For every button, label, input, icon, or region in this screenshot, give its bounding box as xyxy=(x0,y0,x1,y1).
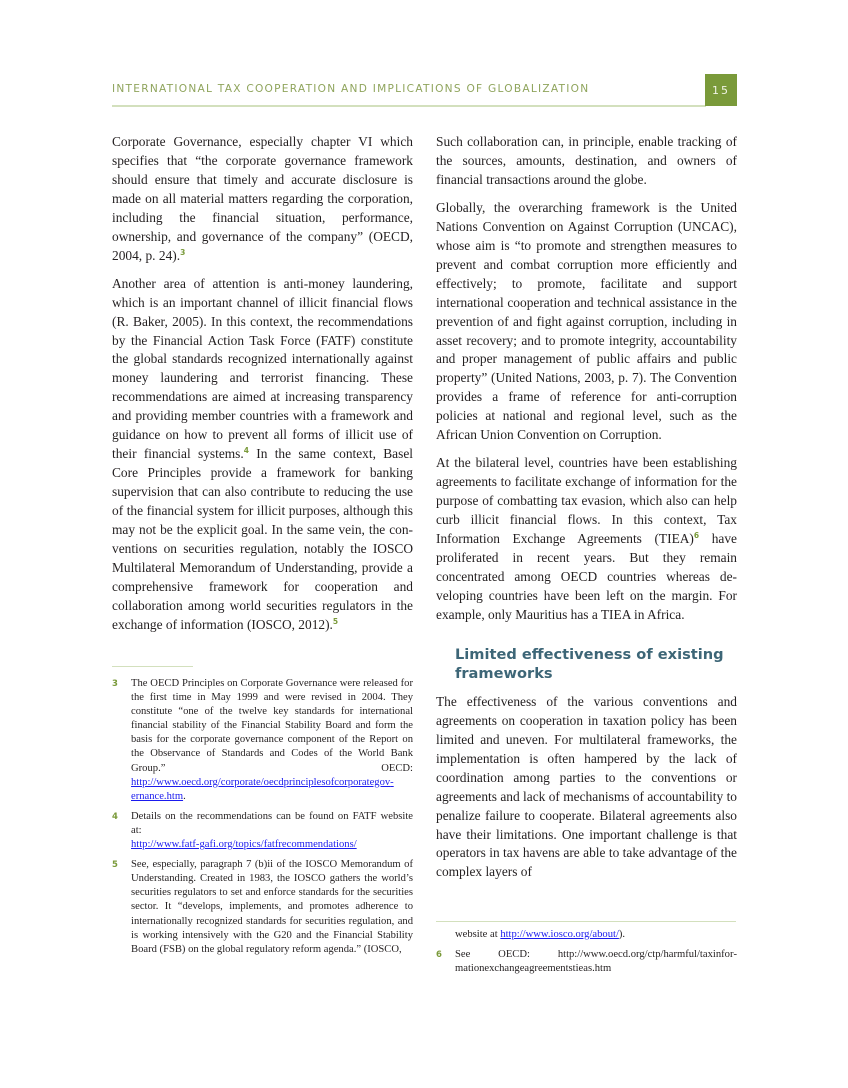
footnote-4 xyxy=(112,810,413,852)
fatf-recommendations-link[interactable]: http://www.fatf-gafi.org/topics/fatfrecommendations/ xyxy=(131,839,357,851)
footnote-divider-left xyxy=(112,666,193,667)
paragraph-text: Another area of attention is anti-money laundering, which is an important channel of illicit financial flows (R. Baker, 2005). In this context, the recommendations by the Financial Action Task Force (FATF) constitute the global standards recognized internationally against money laundering and terrorist financing. These recommendations are aimed at increasing transparency and providing member countries with a framework and guidance on how to prevent all forms of illicit use of their financial systems. xyxy=(112,275,413,462)
page-number-badge: 15 xyxy=(705,74,737,106)
footnote-3 xyxy=(112,677,413,804)
footnotes-right xyxy=(436,928,737,982)
footnote-ref-4[interactable]: 4 xyxy=(243,446,249,456)
section-heading: Limited effectiveness of existing frameworks xyxy=(455,645,724,682)
right-column xyxy=(436,133,737,891)
paragraph-collaboration: Such collaboration can, in principle, enable tracking of the sources, amounts, destination, and owners of financial transactions around the globe. xyxy=(436,134,737,187)
paragraph-bilateral xyxy=(436,454,737,625)
paragraph-uncac: Globally, the overarching framework is the United Nations Convention on Against Corruption (UNCAC), whose aim is “to promote and strengthen measures to prevent and combat corruption more efficiently and effectively; to promote, facilitate and support international cooperation and technical assistance in the prevention of and fight against corruption, including in asset recovery; and to promote integrity, accountability and proper management of public affairs and public property” (United Nations, 2003, p. 7). The Convention provides a frame of reference for anti-corruption policies at national and regional level, such as the African Union Convention on Corruption. xyxy=(436,199,737,443)
footnote-number: 3 xyxy=(112,679,118,689)
footnote-5 xyxy=(112,858,413,957)
paragraph-anti-money-laundering xyxy=(112,275,413,635)
running-header-title: INTERNATIONAL TAX COOPERATION AND IMPLICATIONS OF GLOBALIZATION xyxy=(112,83,590,95)
footnote-text: See, especially, paragraph 7 (b)ii of the IOSCO Memorandum of Understanding. Created in 1983, the IOSCO gathers the world’s securities regulators to set and enforce standards for the securities sector. It “develops, implements, and promotes adherence to internationally recognized standards for securities regulation, and is working intensively with the G20 and the Financial Stability Board (FSB) on the global regulatory reform agenda.” (IOSCO, xyxy=(131,859,413,955)
paragraph-text: At the bilateral level, countries have been establishing agreements to facilitate exchange of information for the purpose of combatting tax evasion, which also can help curb illicit financial flows. In this context, Tax Information Exchange Agreements (TIEA) xyxy=(436,455,737,547)
left-column xyxy=(112,133,413,644)
footnote-text: The OECD Principles on Corporate Governance were released for the first time in May 1999 and were revised in 2004. They constitute “one of the twelve key standards for international financial stability of the Financial Stability Board and form the basis for the corporate governance component of the Report on the Observance of Standards and Codes of the World Bank Group.” OECD: xyxy=(131,678,413,774)
footnote-text-end: . xyxy=(183,790,186,802)
footnote-text: Details on the recommendations can be found on FATF website at: xyxy=(131,810,413,836)
iosco-about-link[interactable]: http://www.iosco.org/about/ xyxy=(500,929,619,940)
paragraph-text: Corporate Governance, especially chapter VI which specifies that “the corporate governance framework should ensure that timely and accurate disclosure is made on all material matters regarding the corporation, including the financial situation, performance, ownership, and governance of the company” (OECD, 2004, p. 24). xyxy=(112,134,413,263)
footnote-ref-5[interactable]: 5 xyxy=(332,616,339,626)
footnote-text: website at xyxy=(455,929,501,940)
footnote-number: 6 xyxy=(436,950,442,961)
footnote-text-end: ). xyxy=(618,929,626,940)
paragraph-text: In the same context, Basel Core Principles provide a framework for banking supervision that can also contribute to reducing the use of the financial system for illicit purposes, although this may not be the explicit goal. In the same vein, the conventions on securities regulation, notably the IOSCO Multilateral Memorandum of Understanding, provide a comprehensive framework for cooperation and collaboration among world securities regulators in the exchange of information (IOSCO, 2012). xyxy=(112,446,413,632)
paragraph-text: have proliferated in recent years. But they remain concentrated among OECD countries whereas developing countries have been left on the margin. For example, only Mauritius has a TIEA in Africa. xyxy=(436,531,737,622)
footnote-text: See OECD: http://www.oecd.org/ctp/harmful/taxinformationexchangeagreementstieas.htm xyxy=(455,949,737,975)
paragraph-corporate-governance xyxy=(112,133,413,266)
footnotes-left xyxy=(112,677,413,963)
footnote-number: 4 xyxy=(112,811,118,822)
footnote-6 xyxy=(436,948,737,976)
paragraph-limited-effectiveness: The effectiveness of the various conventions and agreements on cooperation in taxation policy has been limited and uneven. For multilateral frameworks, the implementation is often hampered by the lack of coordination among parties to the conventions or agreements and lack of mechanisms of accountability to penalize failure to cooperate. Bilateral agreements also have their limitations. One important challenge is that operators in tax havens are able to take advantage of the complex layers of xyxy=(436,693,737,880)
header-divider xyxy=(112,105,706,107)
footnote-ref-6[interactable]: 6 xyxy=(693,531,700,541)
footnote-divider-right xyxy=(436,921,736,922)
footnote-5-continuation xyxy=(436,928,737,942)
footnote-number: 5 xyxy=(112,860,118,871)
oecd-principles-link[interactable]: http://www.oecd.org/corporate/oecdprinciplesofcorporategovernance.htm xyxy=(131,776,394,802)
footnote-ref-3[interactable]: 3 xyxy=(180,247,186,257)
